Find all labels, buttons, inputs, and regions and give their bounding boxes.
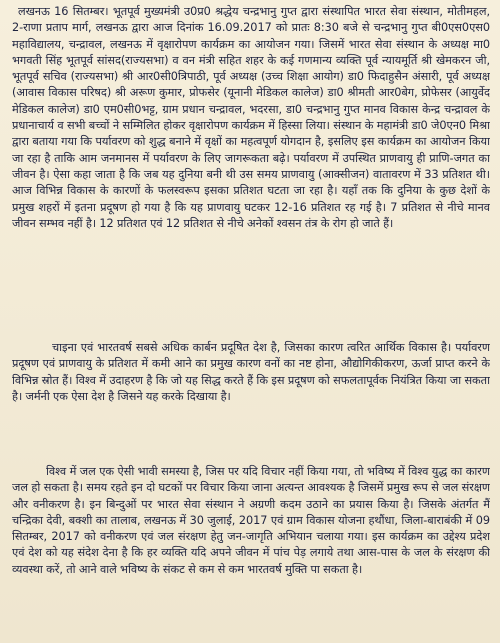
paragraph-plantation-event: लखनऊ 16 सितम्बर। भूतपूर्व मुख्यमंत्री उ0प्र0 श्रद्धेय चन्द्रभानु गुप्त द्वारा संस्थापित भारत सेवा संस्थान, मोतीमहल, 2-राणा प्रताप मार्ग, लखनऊ द्वारा आज दिनांक 16.09.2017 को प्रातः 8:30 बजे से चन्द्रभानु गुप्त बी0एस0एस0 महाविद्यालय, चन्द्रावल, लखनऊ में वृक्षारोपण कार्यक्रम का आयोजन गया। जिसमें भारत सेवा संस्थान के अध्यक्ष मा0 भगवती सिंह भूतपूर्व सांसद(राज्यसभा) व वन मंत्री सहित शहर के कई गणमान्य व्यक्ति पूर्व न्यायमूर्ति श्री खेमकरन जी, भूतपूर्व सचिव (राज्यसभा) श्री आर0सी0त्रिपाठी, पूर्व अध्यक्ष (उच्च शिक्षा आयोग) डा0 फिदाहुसैन अंसारी, पूर्व अध्यक्ष (आवास विकास परिषद) श्री अरूण कुमार, प्रोफसेर (यूनानी मेडिकल कालेज) डा0 श्रीमती आर0बेग, प्रोफेसर (आयुर्वेद मेडिकल कालेज) डा0 एम0सी0भट्ट, ग्राम प्रधान चन्द्रावल, भदरसा, डा0 चन्द्रभानु गुप्त मानव विकास केन्द्र चन्द्रावल के प्रधानाचार्य व सभी बच्चों ने सम्मिलित होकर वृक्षारोपण कार्यक्रम में हिस्सा लिया। संस्थान के महामंत्री डा0 जे0एन0 मिश्रा द्वारा बताया गया कि पर्यावरण को शुद्ध बनाने में वृक्षों का महत्वपूर्ण योगदान है, इसलिए इस कार्यक्रम का आयोजन किया जा रहा है ताकि आम जनमानस में पर्यावरण के लिए जागरूकता बढ़े। पर्यावरण में उपस्थित प्राणवायु ही प्राणि-जगत का जीवन है। ऐसा कहा जाता है कि जब यह दुनिया बनी थी उस समय प्राणवायु (आक्सीजन) वातावरण में 33 प्रतिशत थी। आज विभिन्न विकास के कारणों के फलस्वरूप इसका प्रतिशत घटता जा रहा है। यहाँ तक कि दुनिया के कुछ देशों के प्रमुख शहरों में इतना प्रदूषण हो गया है कि यह प्राणवायु घटकर 12-16 प्रतिशत रह गई है। 7 प्रतिशत से नीचे मानव जीवन सम्भव नहीं है। 12 प्रतिशत एवं 12 प्रतिशत से नीचे अनेकों श्वसन तंत्र के रोग हो जाते हैं। bbox=[12, 5, 490, 230]
paragraph-water-conservation: विश्व में जल एक ऐसी भावी समस्या है, जिस पर यदि विचार नहीं किया गया, तो भविष्य में विश्व युद्ध का कारण जल हो सकता है। समय रहते इन दो घटकों पर विचार किया जाना अत्यन्त आवश्यक है जिसमें प्रमुख रूप से जल संरक्षण और वनीकरण है। इन बिन्दुओं पर भारत सेवा संस्थान ने अग्रणी कदम उठाने का प्रयास किया है। जिसके अंतर्गत मैं चन्द्रिका देवी, बक्शी का तालाब, लखनऊ में 30 जुलाई, 2017 एवं ग्राम विकास योजना हथौंधा, जिला-बाराबंकी में 09 सितम्बर, 2017 को वनीकरण एवं जल संरक्षण हेतु जन-जागृति अभियान चलाया गया। इस कार्यक्रम का उद्देश्य प्रदेश एवं देश को यह संदेश देना है कि हर व्यक्ति यदि अपने जीवन में पांच पेड़ लगाये तथा आस-पास के जल के संरक्षण की व्यवस्था करें, तो आने वाले भविष्य के संकट से कम से कम भारतवर्ष मुक्ति पा सकता है। bbox=[12, 465, 490, 576]
paragraph-carbon-pollution: चाइना एवं भारतवर्ष सबसे अधिक कार्बन प्रदूषित देश है, जिसका कारण त्वरित आर्थिक विकास है। पर्यावरण प्रदूषण एवं प्राणवायु के प्रतिशत में कमी आने का प्रमुख कारण वनों का नष्ट होना, औद्योगिकीकरण, ऊर्जा प्राप्त करने के विभिन्न स्रोत हैं। विश्व में उदाहरण है कि जो यह सिद्ध करते हैं कि इस प्रदूषण को सफलतापूर्वक नियंत्रित किया जा सकता है। जर्मनी एक ऐसा देश है जिसने यह करके दिखाया है। bbox=[12, 341, 490, 403]
